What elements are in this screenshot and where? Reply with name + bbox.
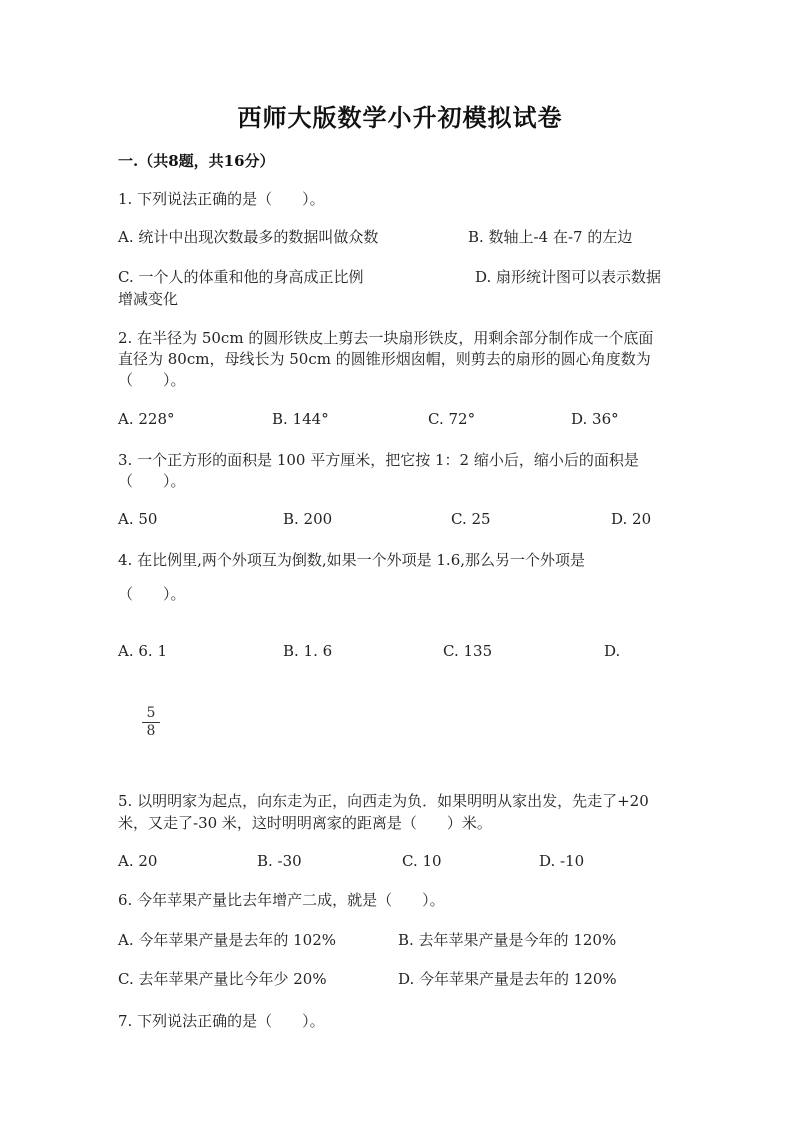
question-2-option-a: A. 228° (118, 410, 175, 428)
question-3-stem-line-1: 3. 一个正方形的面积是 100 平方厘米，把它按 1：2 缩小后，缩小后的面积是 (118, 451, 639, 469)
fraction-five-eighths (140, 706, 162, 739)
fraction-denominator: 8 (146, 723, 156, 739)
question-3-option-c: C. 25 (451, 510, 491, 528)
question-2-stem-line-3: （ ）。 (118, 371, 186, 389)
question-6-option-b: B. 去年苹果产量是今年的 120% (398, 931, 617, 949)
question-5-stem-line-2: 米，又走了-30 米，这时明明离家的距离是（ ）米。 (118, 814, 492, 832)
question-2-option-d: D. 36° (571, 410, 619, 428)
question-4-option-b: B. 1. 6 (283, 642, 333, 660)
fraction-numerator: 5 (146, 705, 156, 721)
question-4-option-a: A. 6. 1 (118, 642, 167, 660)
question-7-stem: 7. 下列说法正确的是（ ）。 (118, 1012, 325, 1030)
question-1-option-c: C. 一个人的体重和他的身高成正比例 (118, 268, 364, 286)
question-2-option-b: B. 144° (272, 410, 329, 428)
section-heading: 一.（共8题，共16分） (118, 152, 275, 170)
question-3-option-a: A. 50 (118, 510, 158, 528)
question-5-stem-line-1: 5. 以明明家为起点，向东走为正，向西走为负．如果明明从家出发，先走了+20 (118, 792, 649, 810)
question-1-option-d-continued: 增减变化 (118, 290, 179, 308)
question-6-option-d: D. 今年苹果产量是去年的 120% (398, 970, 617, 988)
question-2-stem-line-1: 2. 在半径为 50cm 的圆形铁皮上剪去一块扇形铁皮，用剩余部分制作成一个底面 (118, 329, 654, 347)
question-1-option-a: A. 统计中出现次数最多的数据叫做众数 (118, 228, 379, 246)
question-4-option-d: D. (604, 642, 621, 660)
question-3-stem-line-2: （ ）。 (118, 472, 186, 490)
question-2-option-c: C. 72° (428, 410, 476, 428)
question-2-stem-line-2: 直径为 80cm，母线长为 50cm 的圆锥形烟囱帽，则剪去的扇形的圆心角度数为 (118, 350, 651, 368)
question-3-option-b: B. 200 (283, 510, 333, 528)
question-6-option-c: C. 去年苹果产量比今年少 20% (118, 970, 327, 988)
question-5-option-b: B. -30 (257, 852, 302, 870)
question-6-option-a: A. 今年苹果产量是去年的 102% (118, 931, 337, 949)
question-5-option-c: C. 10 (402, 852, 442, 870)
question-1-option-d: D. 扇形统计图可以表示数据 (475, 268, 662, 286)
question-5-option-d: D. -10 (539, 852, 585, 870)
question-1-option-b: B. 数轴上-4 在-7 的左边 (468, 228, 633, 246)
page-title: 西师大版数学小升初模拟试卷 (237, 103, 563, 132)
question-4-stem-line-2: （ ）。 (118, 585, 186, 603)
question-3-option-d: D. 20 (611, 510, 652, 528)
question-4-option-c: C. 135 (443, 642, 493, 660)
question-6-stem: 6. 今年苹果产量比去年增产二成，就是（ ）。 (118, 891, 445, 909)
question-4-stem-line-1: 4. 在比例里,两个外项互为倒数,如果一个外项是 1.6,那么另一个外项是 (118, 551, 586, 569)
question-1-stem: 1. 下列说法正确的是（ ）。 (118, 190, 325, 208)
question-5-option-a: A. 20 (118, 852, 158, 870)
